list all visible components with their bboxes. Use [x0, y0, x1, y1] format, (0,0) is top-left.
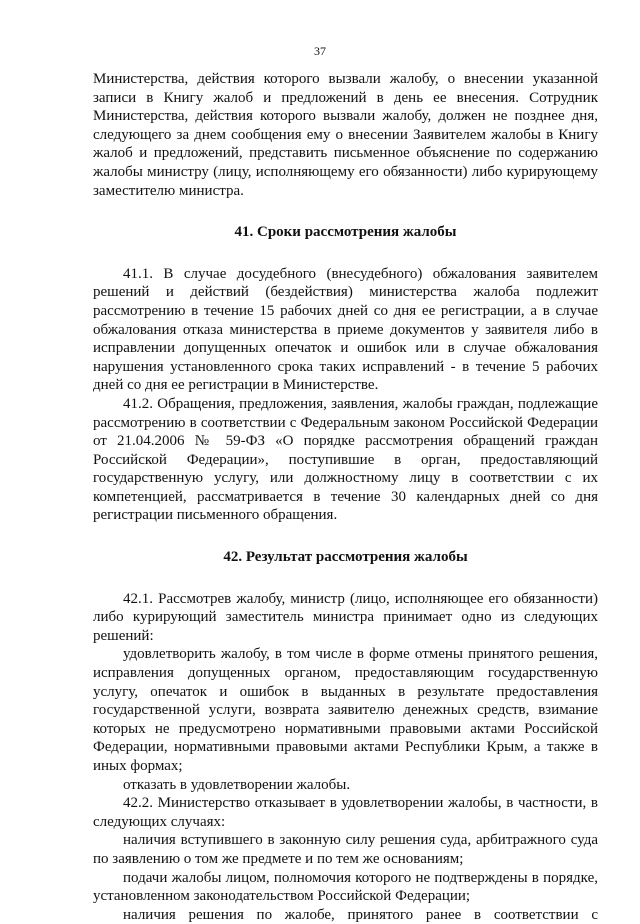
- paragraph-42-2-case-authority: подачи жалобы лицом, полномочия которого не подтверждены в порядке, установленном законодательством Российской Федерации;: [93, 869, 598, 905]
- paragraph-42-2-case-court: наличия вступившего в законную силу решения суда, арбитражного суда по заявлению о том же предмете и по тем же основаниям;: [93, 832, 598, 867]
- page-number: 37: [314, 44, 326, 58]
- paragraph-41-1: 41.1. В случае досудебного (внесудебного) обжалования заявителем решений и действий (бездействия) министерства жалоба подлежит рассмотрению в течение 15 рабочих дней со дня ее регистрации, а в случае обжалования отказа министерства в приеме документов у заявителя либо в исправлении допущенных опечаток и ошибок или в случае обжалования нарушения установленного срока таких исправлений - в течение 5 рабочих дней со дня ее регистрации в Министерстве.: [93, 265, 598, 394]
- paragraph-42-1-option-satisfy: удовлетворить жалобу, в том числе в форме отмены принятого решения, исправления допущенных органом, предоставляющим государственную услугу, опечаток и ошибок в выданных в результате предоставления государственной услуги, возврата заявителю денежных средств, взимание которых не предусмотрено нормативными правовыми актами Российской Федерации, нормативными правовыми актами Республики Крым, а также в иных формах;: [93, 646, 598, 774]
- paragraph-42-1: 42.1. Рассмотрев жалобу, министр (лицо, исполняющее его обязанности) либо курирующий заместитель министра принимает одно из следующих решений:: [93, 590, 598, 644]
- section-41-heading: 41. Сроки рассмотрения жалобы: [234, 224, 457, 241]
- paragraph-42-2: 42.2. Министерство отказывает в удовлетворении жалобы, в частности, в следующих случаях:: [93, 795, 598, 830]
- paragraph-42-2-case-prior-decision: наличия решения по жалобе, принятого ранее в соответствии с: [123, 906, 598, 923]
- paragraph-continuation: Министерства, действия которого вызвали жалобу, о внесении указанной записи в Книгу жалоб и предложений в день ее внесения. Сотрудник Министерства, действия которого вызвали жалобу, должен не позднее дня, следующего за днем сообщения ему о внесении Заявителем жалобы в Книгу жалоб и предложений, представить письменное объяснение по содержанию жалобы министру (лицу, исполняющему его обязанности) либо курирующему заместителю министра.: [93, 71, 598, 199]
- section-42-heading: 42. Результат рассмотрения жалобы: [223, 549, 468, 566]
- paragraph-42-1-option-refuse: отказать в удовлетворении жалобы.: [123, 776, 351, 793]
- paragraph-41-2: 41.2. Обращения, предложения, заявления, жалобы граждан, подлежащие рассмотрению в соответствии с Федеральным законом Российской Федерации от 21.04.2006 № 59-ФЗ «О порядке рассмотрения обращений граждан Российской Федерации», поступившие в орган, предоставляющий государственную услугу, или должностному лицу в соответствии с их компетенцией, рассматривается в течение 30 календарных дней со дня регистрации письменного обращения.: [93, 395, 598, 524]
- document-body: [93, 70, 598, 924]
